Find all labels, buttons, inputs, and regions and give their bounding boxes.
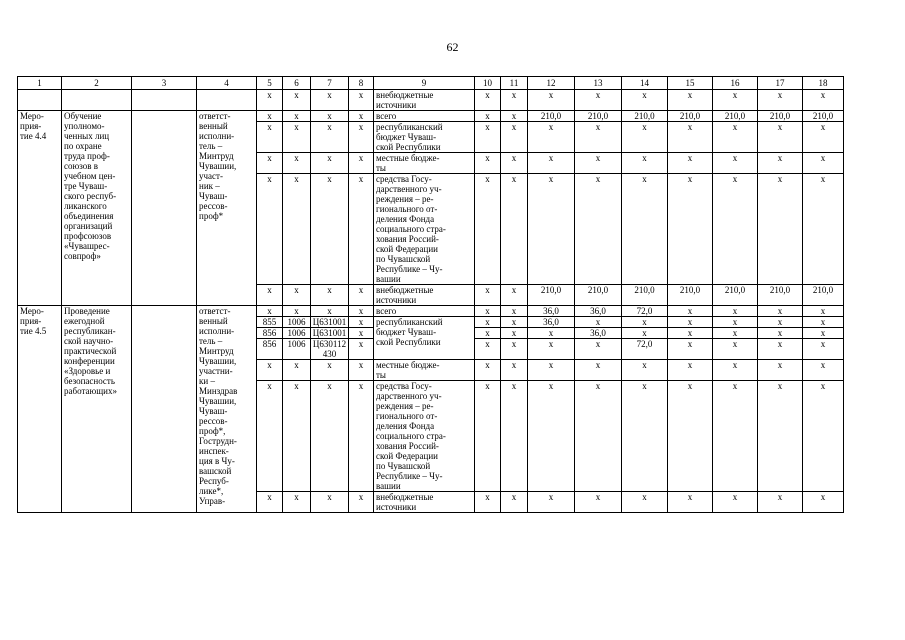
code-cell: х xyxy=(257,122,283,153)
source-cell: средства Госу- дарственного уч- реждения – ре- гионального от- деления Фонда социального стра- хования Россий- ской Федерации по Чувашской Республике – Чу- вашии xyxy=(374,381,475,492)
code-cell: х xyxy=(501,360,528,381)
amount-cell: х xyxy=(575,122,622,153)
code-cell: х xyxy=(475,122,501,153)
code-cell: х xyxy=(311,381,349,492)
amount-cell: х xyxy=(575,153,622,174)
amount-cell: х xyxy=(803,174,844,285)
source-cell: внебюджетные источники xyxy=(374,90,475,111)
empty-cell xyxy=(132,90,197,111)
amount-cell: х xyxy=(528,381,575,492)
code-cell: х xyxy=(349,122,374,153)
measure-label: Меро- прия- тие 4.4 xyxy=(18,111,62,306)
amount-cell: х xyxy=(575,317,622,328)
amount-cell: 210,0 xyxy=(575,285,622,306)
amount-cell: 210,0 xyxy=(758,111,803,122)
amount-cell: х xyxy=(528,122,575,153)
amount-cell: х xyxy=(803,328,844,339)
code-cell: х xyxy=(501,285,528,306)
column-header: 7 xyxy=(311,77,349,90)
amount-cell: х xyxy=(713,492,758,513)
amount-cell: 210,0 xyxy=(668,285,713,306)
code-cell: х xyxy=(501,381,528,492)
amount-cell: 210,0 xyxy=(528,285,575,306)
code-cell: х xyxy=(311,285,349,306)
code-cell: 1006 xyxy=(283,328,311,339)
amount-cell: х xyxy=(668,317,713,328)
measure-label: Меро- прия- тие 4.5 xyxy=(18,306,62,513)
amount-cell: х xyxy=(668,306,713,317)
code-cell: х xyxy=(501,306,528,317)
code-cell: х xyxy=(501,492,528,513)
amount-cell: 210,0 xyxy=(713,285,758,306)
code-cell: х xyxy=(283,360,311,381)
amount-cell: 36,0 xyxy=(528,317,575,328)
code-cell: х xyxy=(475,306,501,317)
x-cell: х xyxy=(575,90,622,111)
code-cell: 856 xyxy=(257,328,283,339)
code-cell: х xyxy=(257,492,283,513)
amount-cell: х xyxy=(758,492,803,513)
amount-cell: х xyxy=(622,122,668,153)
code-cell: х xyxy=(283,153,311,174)
code-cell: х xyxy=(349,381,374,492)
code-cell: х xyxy=(475,492,501,513)
x-cell: х xyxy=(758,90,803,111)
amount-cell: х xyxy=(575,360,622,381)
amount-cell: х xyxy=(803,339,844,360)
amount-cell: 36,0 xyxy=(575,328,622,339)
amount-cell: х xyxy=(668,339,713,360)
measure-name: Проведение ежегодной республикан- ской научно- практической конференции «Здоровье и безопасность работающих» xyxy=(62,306,132,513)
table-row xyxy=(18,111,844,122)
x-cell: х xyxy=(668,90,713,111)
column-header: 1 xyxy=(18,77,62,90)
column-header: 15 xyxy=(668,77,713,90)
amount-cell: х xyxy=(758,360,803,381)
code-cell: х xyxy=(501,174,528,285)
amount-cell: 210,0 xyxy=(758,285,803,306)
amount-cell: х xyxy=(668,492,713,513)
financing-table xyxy=(17,76,844,513)
code-cell: х xyxy=(257,285,283,306)
amount-cell: х xyxy=(668,153,713,174)
x-cell: х xyxy=(311,90,349,111)
code-cell: х xyxy=(283,111,311,122)
empty-cell xyxy=(197,90,257,111)
amount-cell: х xyxy=(803,153,844,174)
code-cell: х xyxy=(257,174,283,285)
code-cell: Ц631001 xyxy=(311,328,349,339)
code-cell: х xyxy=(349,339,374,360)
column-header: 9 xyxy=(374,77,475,90)
code-cell: х xyxy=(283,381,311,492)
amount-cell: х xyxy=(758,328,803,339)
amount-cell: х xyxy=(575,492,622,513)
code-cell: х xyxy=(349,306,374,317)
amount-cell: х xyxy=(668,174,713,285)
amount-cell: х xyxy=(713,122,758,153)
code-cell: х xyxy=(501,328,528,339)
measure-executor: ответст- венный исполни- тель – Минтруд Чувашии, участни- ки – Минздрав Чувашии, Чуваш- рессов- проф*, Гострудн- инспек- ция в Чу- вашской Респуб- лике*, Управ- xyxy=(197,306,257,513)
code-cell: х xyxy=(475,153,501,174)
amount-cell: х xyxy=(622,492,668,513)
amount-cell: 210,0 xyxy=(713,111,758,122)
code-cell: х xyxy=(475,339,501,360)
code-cell: х xyxy=(349,111,374,122)
amount-cell: х xyxy=(803,122,844,153)
amount-cell: х xyxy=(803,381,844,492)
code-cell: х xyxy=(501,317,528,328)
code-cell: х xyxy=(349,317,374,328)
amount-cell: 72,0 xyxy=(622,306,668,317)
amount-cell: х xyxy=(758,122,803,153)
column-header: 4 xyxy=(197,77,257,90)
code-cell: х xyxy=(475,328,501,339)
amount-cell: 210,0 xyxy=(622,111,668,122)
code-cell: х xyxy=(311,174,349,285)
code-cell: х xyxy=(257,381,283,492)
code-cell: х xyxy=(283,492,311,513)
code-cell: х xyxy=(311,492,349,513)
amount-cell: х xyxy=(622,328,668,339)
x-cell: х xyxy=(475,90,501,111)
column-header: 16 xyxy=(713,77,758,90)
code-cell: х xyxy=(501,122,528,153)
amount-cell: х xyxy=(622,360,668,381)
header-row xyxy=(18,77,844,90)
amount-cell: х xyxy=(528,360,575,381)
empty-cell xyxy=(132,306,197,513)
x-cell: х xyxy=(257,90,283,111)
code-cell: х xyxy=(475,285,501,306)
amount-cell: х xyxy=(528,328,575,339)
code-cell: Ц631001 xyxy=(311,317,349,328)
amount-cell: х xyxy=(758,153,803,174)
source-cell: всего xyxy=(374,111,475,122)
amount-cell: х xyxy=(713,360,758,381)
table-row xyxy=(18,90,844,111)
measure-name: Обучение уполномо- ченных лиц по охране труда проф- союзов в учебном цен- тре Чуваш- ского респуб- ликанского объединения организаций профсоюзов «Чувашрес- совпроф» xyxy=(62,111,132,306)
column-header: 8 xyxy=(349,77,374,90)
amount-cell: х xyxy=(668,381,713,492)
code-cell: х xyxy=(349,285,374,306)
amount-cell: х xyxy=(528,492,575,513)
code-cell: 855 xyxy=(257,317,283,328)
amount-cell: х xyxy=(668,122,713,153)
code-cell: х xyxy=(311,360,349,381)
code-cell: х xyxy=(257,153,283,174)
code-cell: 1006 xyxy=(283,317,311,328)
code-cell: х xyxy=(475,381,501,492)
amount-cell: х xyxy=(803,306,844,317)
code-cell: х xyxy=(475,317,501,328)
code-cell: 1006 xyxy=(283,339,311,360)
code-cell: х xyxy=(257,306,283,317)
amount-cell: х xyxy=(758,339,803,360)
source-cell: республиканский бюджет Чуваш- ской Республики xyxy=(374,122,475,153)
amount-cell: х xyxy=(668,360,713,381)
code-cell: х xyxy=(501,111,528,122)
x-cell: х xyxy=(349,90,374,111)
amount-cell: 36,0 xyxy=(528,306,575,317)
code-cell: х xyxy=(501,339,528,360)
source-cell: всего xyxy=(374,306,475,317)
amount-cell: х xyxy=(758,174,803,285)
column-header: 10 xyxy=(475,77,501,90)
code-cell: х xyxy=(349,328,374,339)
code-cell: 856 xyxy=(257,339,283,360)
source-cell: внебюджетные источники xyxy=(374,285,475,306)
amount-cell: х xyxy=(758,381,803,492)
amount-cell: х xyxy=(528,174,575,285)
code-cell: х xyxy=(475,174,501,285)
amount-cell: 210,0 xyxy=(622,285,668,306)
x-cell: х xyxy=(283,90,311,111)
code-cell: х xyxy=(283,174,311,285)
amount-cell: х xyxy=(713,306,758,317)
code-cell: х xyxy=(311,306,349,317)
amount-cell: х xyxy=(622,381,668,492)
column-header: 13 xyxy=(575,77,622,90)
empty-cell xyxy=(132,111,197,306)
source-cell: местные бюдже- ты xyxy=(374,153,475,174)
amount-cell: х xyxy=(575,381,622,492)
amount-cell: 36,0 xyxy=(575,306,622,317)
amount-cell: х xyxy=(575,339,622,360)
x-cell: х xyxy=(803,90,844,111)
code-cell: х xyxy=(349,492,374,513)
amount-cell: х xyxy=(713,339,758,360)
amount-cell: 210,0 xyxy=(575,111,622,122)
amount-cell: х xyxy=(803,360,844,381)
amount-cell: х xyxy=(713,328,758,339)
column-header: 12 xyxy=(528,77,575,90)
amount-cell: х xyxy=(622,317,668,328)
column-header: 18 xyxy=(803,77,844,90)
amount-cell: х xyxy=(668,328,713,339)
x-cell: х xyxy=(501,90,528,111)
amount-cell: х xyxy=(758,306,803,317)
source-cell: средства Госу- дарственного уч- реждения – ре- гионального от- деления Фонда социального стра- хования Россий- ской Федерации по Чувашской Республике – Чу- вашии xyxy=(374,174,475,285)
column-header: 2 xyxy=(62,77,132,90)
column-header: 11 xyxy=(501,77,528,90)
code-cell: х xyxy=(257,111,283,122)
column-header: 5 xyxy=(257,77,283,90)
amount-cell: х xyxy=(758,317,803,328)
amount-cell: х xyxy=(622,153,668,174)
page-number: 62 xyxy=(446,40,459,54)
code-cell: х xyxy=(311,111,349,122)
code-cell: х xyxy=(311,122,349,153)
amount-cell: 210,0 xyxy=(528,111,575,122)
code-cell: х xyxy=(283,306,311,317)
code-cell: х xyxy=(475,360,501,381)
amount-cell: х xyxy=(575,174,622,285)
source-cell: внебюджетные источники xyxy=(374,492,475,513)
code-cell: х xyxy=(501,153,528,174)
amount-cell: 72,0 xyxy=(622,339,668,360)
x-cell: х xyxy=(713,90,758,111)
code-cell: х xyxy=(349,174,374,285)
source-cell: республиканский бюджет Чуваш- ской Республики xyxy=(374,317,475,360)
amount-cell: х xyxy=(803,317,844,328)
amount-cell: х xyxy=(622,174,668,285)
amount-cell: 210,0 xyxy=(668,111,713,122)
code-cell: х xyxy=(283,285,311,306)
amount-cell: х xyxy=(713,317,758,328)
amount-cell: х xyxy=(713,381,758,492)
code-cell: х xyxy=(475,111,501,122)
amount-cell: х xyxy=(713,174,758,285)
column-header: 17 xyxy=(758,77,803,90)
amount-cell: 210,0 xyxy=(803,285,844,306)
code-cell: Ц630112 430 xyxy=(311,339,349,360)
amount-cell: х xyxy=(528,153,575,174)
amount-cell: х xyxy=(528,339,575,360)
amount-cell: х xyxy=(803,492,844,513)
column-header: 14 xyxy=(622,77,668,90)
code-cell: х xyxy=(311,153,349,174)
x-cell: х xyxy=(528,90,575,111)
x-cell: х xyxy=(622,90,668,111)
column-header: 3 xyxy=(132,77,197,90)
code-cell: х xyxy=(257,360,283,381)
empty-cell xyxy=(62,90,132,111)
amount-cell: 210,0 xyxy=(803,111,844,122)
column-header: 6 xyxy=(283,77,311,90)
code-cell: х xyxy=(283,122,311,153)
code-cell: х xyxy=(349,360,374,381)
empty-cell xyxy=(18,90,62,111)
measure-executor: ответст- венный исполни- тель – Минтруд Чувашии, участ- ник – Чуваш- рессов- проф* xyxy=(197,111,257,306)
amount-cell: х xyxy=(713,153,758,174)
table-row xyxy=(18,306,844,317)
code-cell: х xyxy=(349,153,374,174)
source-cell: местные бюдже- ты xyxy=(374,360,475,381)
